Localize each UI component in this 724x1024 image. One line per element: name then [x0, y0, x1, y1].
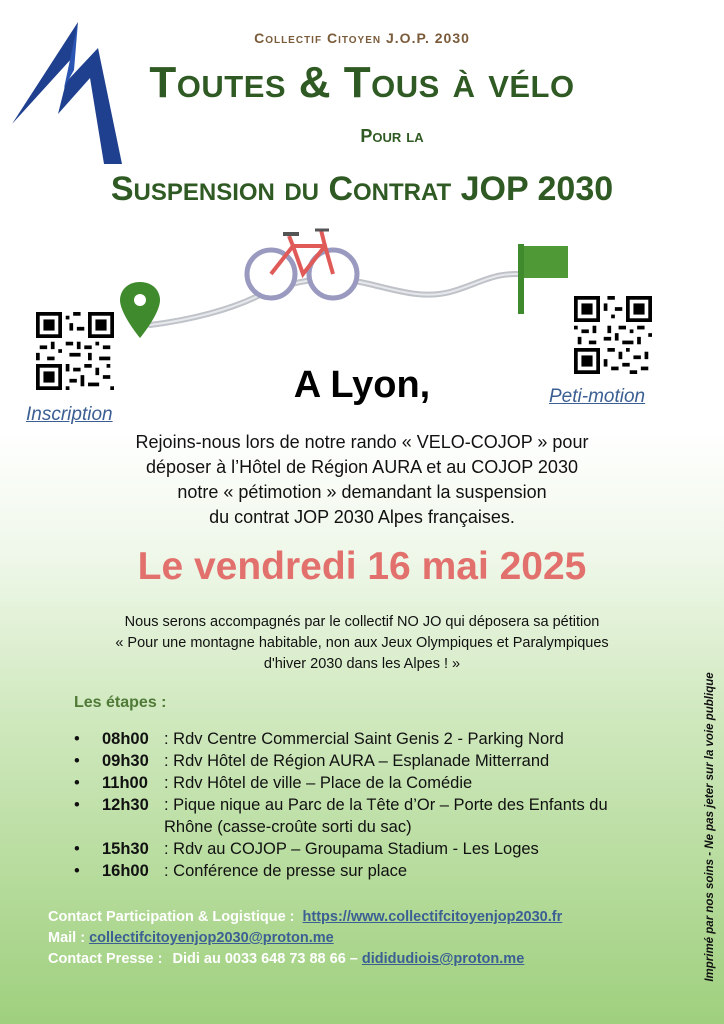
contact-presse-line — [48, 949, 562, 970]
list-item — [70, 728, 670, 750]
intro-line: notre « pétimotion » demandant la suspension — [177, 482, 547, 502]
main-title-line2: Suspension du Contrat JOP 2030 — [110, 170, 614, 208]
bullet-icon: • — [74, 774, 80, 792]
step-text-continued: Rhône (casse-croûte sorti du sac) — [164, 818, 412, 836]
presse-label: Contact Presse : — [48, 951, 163, 967]
main-title: Toutes & Tous à vélo — [149, 58, 575, 107]
step-text: : Rdv au COJOP – Groupama Stadium - Les Loges — [164, 840, 539, 858]
nojo-line: « Pour une montagne habitable, non aux Jeux Olympiques et Paralympiques — [115, 635, 609, 651]
route-illustration — [120, 220, 590, 350]
intro-line: du contrat JOP 2030 Alpes françaises. — [209, 507, 515, 527]
website-link[interactable]: https://www.collectifcitoyenjop2030.fr — [302, 909, 563, 925]
intro-paragraph — [0, 430, 724, 530]
mail-label: Mail : — [48, 930, 86, 946]
presse-mail-link[interactable]: dididudiois@proton.me — [361, 951, 525, 967]
qr-code-petimotion-icon[interactable] — [574, 296, 652, 374]
petimotion-link[interactable]: Peti-motion — [549, 386, 646, 407]
bullet-icon: • — [74, 752, 80, 770]
list-item — [70, 860, 670, 882]
list-item — [70, 794, 670, 838]
step-time: 08h00 — [102, 730, 149, 748]
presse-text: Didi au 0033 648 73 88 66 – — [172, 951, 358, 967]
bullet-icon: • — [74, 862, 80, 880]
nojo-paragraph — [0, 612, 724, 675]
inscription-link[interactable]: Inscription — [26, 404, 113, 425]
step-text: : Conférence de presse sur place — [164, 862, 408, 880]
contact-block — [48, 907, 562, 970]
bullet-icon: • — [74, 840, 80, 858]
map-pin-icon — [120, 282, 160, 338]
subtitle-pour-la: Pour la — [360, 126, 424, 146]
bullet-icon: • — [74, 796, 80, 814]
step-time: 15h30 — [102, 840, 149, 858]
intro-line: déposer à l’Hôtel de Région AURA et au COJOP 2030 — [146, 457, 578, 477]
event-date: Le vendredi 16 mai 2025 — [137, 545, 587, 588]
nojo-line: Nous serons accompagnés par le collectif NO JO qui déposera sa pétition — [124, 614, 600, 630]
bullet-icon: • — [74, 730, 80, 748]
step-text: : Rdv Hôtel de ville – Place de la Comédie — [164, 774, 473, 792]
print-note-text: Imprimé par nos soins - Ne pas jeter sur la voie publique — [704, 672, 716, 982]
nojo-line: d'hiver 2030 dans les Alpes ! » — [263, 656, 461, 672]
list-item — [70, 750, 670, 772]
list-item — [70, 772, 670, 794]
step-time: 12h30 — [102, 796, 149, 814]
etapes-heading: Les étapes : — [74, 694, 167, 711]
mail-link[interactable]: collectifcitoyenjop2030@proton.me — [89, 930, 334, 946]
collectif-name: Collectif Citoyen J.O.P. 2030 — [254, 30, 470, 46]
print-note — [700, 672, 720, 982]
contact-mail-line — [48, 928, 562, 949]
contact-participation-label: Contact Participation & Logistique : — [48, 909, 295, 925]
intro-line: Rejoins-nous lors de notre rando « VELO-COJOP » pour — [135, 432, 589, 452]
contact-participation-line — [48, 907, 562, 928]
step-time: 11h00 — [102, 774, 148, 792]
step-text: : Rdv Hôtel de Région AURA – Esplanade Mitterrand — [164, 752, 550, 770]
bicycle-icon — [247, 230, 357, 298]
list-item — [70, 838, 670, 860]
flag-icon — [518, 244, 568, 314]
step-text: : Rdv Centre Commercial Saint Genis 2 - Parking Nord — [164, 730, 564, 748]
step-time: 16h00 — [102, 862, 149, 880]
location-heading: A Lyon, — [293, 364, 431, 406]
etapes-list — [70, 728, 670, 882]
step-time: 09h30 — [102, 752, 149, 770]
step-text: : Pique nique au Parc de la Tête d’Or – Porte des Enfants du — [164, 796, 608, 814]
